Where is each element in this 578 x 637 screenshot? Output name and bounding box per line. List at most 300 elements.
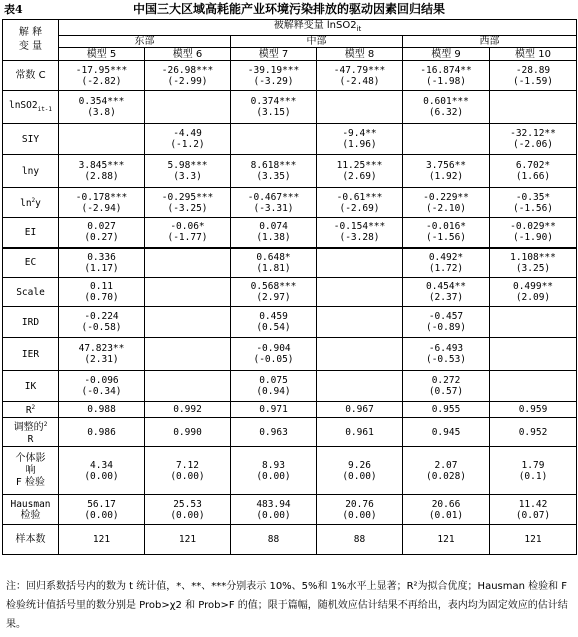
coefficient: 0.074 <box>259 221 288 233</box>
value-cell <box>317 124 403 155</box>
coefficient: -0.35* <box>515 191 551 203</box>
table-row <box>3 278 577 307</box>
value-cell <box>145 61 231 91</box>
t-statistic: (2.69) <box>342 171 377 182</box>
value-cell <box>59 495 145 525</box>
t-statistic: (-1.90) <box>512 232 554 244</box>
statistic-value: 1.79 <box>521 459 545 471</box>
model-header-1: 模型 5 <box>59 48 145 61</box>
value-cell <box>490 525 577 555</box>
value-cell <box>403 447 490 495</box>
table-note: 注：回归系数括号内的数为 t 统计值，*、**、***分别表示 10%、5%和 1%水平上显著；R²为拟合优度；Hausman 检验和 F 检验统计值括号里的数分别是 Prob>χ2 和 Prob>F 的值；限于篇幅，随机效应估计结果不再给出，表内均为固定效应的估计结果。 <box>6 581 568 630</box>
t-statistic: (-2.10) <box>425 202 467 214</box>
coefficient: 0.354*** <box>78 96 125 107</box>
row-label-text: lny <box>21 165 40 177</box>
coefficient: -47.79*** <box>333 64 386 76</box>
r-squared-row-label-superscript: 2 <box>31 404 36 412</box>
value-cell <box>59 278 145 307</box>
value-cell <box>317 218 403 248</box>
value-cell <box>231 155 317 188</box>
value-cell <box>317 525 403 555</box>
adjusted-r-squared-row-label <box>3 418 59 447</box>
value-cell <box>231 418 317 447</box>
row-label-text: Scale <box>16 286 45 298</box>
t-statistic: (2.31) <box>84 354 119 365</box>
value-cell <box>231 218 317 248</box>
region-header-2: 中部 <box>231 36 403 48</box>
statistic-value: 8.93 <box>262 459 285 471</box>
value-cell <box>490 338 577 371</box>
t-statistic: (1.66) <box>515 171 551 182</box>
t-statistic: (-0.58) <box>81 322 122 333</box>
statistic-value: 0.992 <box>173 404 202 415</box>
row-label <box>3 188 59 218</box>
t-statistic: (-3.29) <box>253 75 294 87</box>
t-statistic: (-2.94) <box>81 202 122 214</box>
value-cell <box>403 525 490 555</box>
value-cell <box>59 124 145 155</box>
statistic-value: 88 <box>353 534 366 545</box>
row-label-text: SIY <box>21 133 40 145</box>
adjusted-r-squared-row-label-text-2: R <box>27 433 34 445</box>
row-label-text: EC <box>24 257 37 269</box>
t-statistic: (-2.99) <box>167 75 208 87</box>
value-cell <box>490 248 577 278</box>
coefficient: -39.19*** <box>247 64 300 76</box>
table-row <box>3 338 577 371</box>
value-cell <box>490 155 577 188</box>
value-cell <box>145 495 231 525</box>
coefficient: 0.499** <box>512 281 554 292</box>
value-cell <box>317 402 403 418</box>
explained-variable-header: 解 释 变 量 <box>3 20 59 61</box>
statistic-value: 0.990 <box>173 426 202 438</box>
header-row-regions <box>3 36 577 48</box>
coefficient: -4.49 <box>173 128 202 139</box>
value-cell <box>317 307 403 338</box>
p-value: (0.07) <box>515 509 551 521</box>
statistic-value: 0.952 <box>518 426 548 438</box>
coefficient: 3.756** <box>425 160 467 171</box>
value-cell <box>59 188 145 218</box>
t-statistic: (3.35) <box>256 171 291 182</box>
coefficient: 0.492* <box>428 251 464 263</box>
row-label-text: 常数 C <box>15 70 46 81</box>
statistic-value: 11.42 <box>518 498 548 510</box>
r-squared-row <box>3 402 577 418</box>
statistic-value: 20.76 <box>345 498 374 510</box>
hausman-test-row-label <box>3 495 59 525</box>
statistic-value: 7.12 <box>176 459 199 471</box>
coefficient: 0.336 <box>87 251 116 263</box>
value-cell <box>231 91 317 124</box>
sample-size-row-label-text: 样本数 <box>15 534 46 545</box>
value-cell <box>403 418 490 447</box>
row-label <box>3 124 59 155</box>
regression-table <box>2 19 577 555</box>
coefficient: -0.016* <box>425 221 467 233</box>
value-cell <box>145 447 231 495</box>
value-cell <box>403 188 490 218</box>
table-row <box>3 307 577 338</box>
statistic-value: 0.959 <box>518 404 548 415</box>
value-cell <box>231 278 317 307</box>
value-cell <box>317 371 403 402</box>
value-cell <box>490 91 577 124</box>
row-label-text: lnSO2 <box>8 99 38 111</box>
value-cell <box>145 155 231 188</box>
value-cell <box>59 91 145 124</box>
coefficient: 0.454** <box>425 281 467 292</box>
value-cell <box>317 91 403 124</box>
t-statistic: (-3.28) <box>339 232 380 244</box>
value-cell <box>145 525 231 555</box>
value-cell <box>59 61 145 91</box>
value-cell <box>59 338 145 371</box>
coefficient: -0.178*** <box>75 191 128 203</box>
model-header-4: 模型 8 <box>317 48 403 61</box>
statistic-value: 0.988 <box>87 404 116 415</box>
r-squared-row-label <box>3 402 59 418</box>
value-cell <box>317 61 403 91</box>
table-row <box>3 188 577 218</box>
coefficient: -0.457 <box>428 311 464 322</box>
row-label <box>3 307 59 338</box>
t-statistic: (-0.89) <box>425 322 467 333</box>
statistic-value: 0.955 <box>431 404 461 415</box>
model-header-3: 模型 7 <box>231 48 317 61</box>
value-cell <box>403 495 490 525</box>
p-value: (0.00) <box>170 509 205 521</box>
p-value: (0.00) <box>84 470 119 482</box>
value-cell <box>317 495 403 525</box>
coefficient: -0.295*** <box>161 191 214 203</box>
t-statistic: (-0.53) <box>425 354 467 365</box>
value-cell <box>317 278 403 307</box>
statistic-value: 121 <box>178 534 197 545</box>
coefficient: -0.61*** <box>336 191 383 203</box>
statistic-value: 2.07 <box>434 459 458 471</box>
value-cell <box>403 248 490 278</box>
r-squared-row-label-text: R <box>25 405 32 417</box>
p-value: (0.00) <box>256 470 291 482</box>
coefficient: 47.823** <box>78 343 125 354</box>
coefficient: -9.4** <box>342 128 377 139</box>
model-header-2: 模型 6 <box>145 48 231 61</box>
value-cell <box>403 278 490 307</box>
value-cell <box>490 447 577 495</box>
statistic-value: 0.945 <box>431 426 461 438</box>
t-statistic: (1.38) <box>256 232 291 244</box>
t-statistic: (-1.59) <box>512 75 554 87</box>
value-cell <box>403 218 490 248</box>
t-statistic: (-1.56) <box>425 232 467 244</box>
row-label <box>3 278 59 307</box>
statistic-value: 20.66 <box>431 498 461 510</box>
coefficient: -0.467*** <box>247 191 300 203</box>
row-label-text: ln <box>20 198 32 210</box>
value-cell <box>231 495 317 525</box>
coefficient: -17.95*** <box>75 64 128 76</box>
statistic-value: 0.971 <box>259 404 288 415</box>
value-cell <box>317 447 403 495</box>
coefficient: 0.11 <box>90 281 113 292</box>
coefficient: -0.096 <box>84 375 119 386</box>
value-cell <box>145 307 231 338</box>
coefficient: -28.89 <box>515 64 551 76</box>
row-label-subscript: it-1 <box>37 105 53 113</box>
value-cell <box>231 371 317 402</box>
coefficient: -0.904 <box>256 343 291 354</box>
value-cell <box>145 218 231 248</box>
value-cell <box>59 447 145 495</box>
t-statistic: (-2.69) <box>339 202 380 214</box>
t-statistic: (-0.05) <box>253 354 294 365</box>
coefficient: 0.272 <box>431 375 461 386</box>
value-cell <box>59 371 145 402</box>
coefficient: -32.12** <box>510 128 556 139</box>
t-statistic: (1.96) <box>342 139 377 150</box>
coefficient: 3.845*** <box>78 160 125 171</box>
t-statistic: (-3.25) <box>167 202 208 214</box>
table-row <box>3 155 577 188</box>
value-cell <box>231 402 317 418</box>
t-statistic: (-0.34) <box>81 386 122 397</box>
t-statistic: (2.97) <box>256 292 291 303</box>
value-cell <box>317 188 403 218</box>
value-cell <box>231 525 317 555</box>
header-row-models <box>3 48 577 61</box>
statistic-value: 0.961 <box>345 426 374 438</box>
t-statistic: (-1.98) <box>425 75 467 87</box>
dependent-variable-label: 被解释变量 lnSO2 <box>273 20 357 31</box>
row-label-superscript: 2 <box>31 197 36 205</box>
adjusted-r-squared-row-label-superscript: 2 <box>43 421 48 429</box>
t-statistic: (0.94) <box>256 386 291 397</box>
t-statistic: (-1.56) <box>512 202 554 214</box>
p-value: (0.00) <box>342 509 377 521</box>
t-statistic: (0.70) <box>84 292 119 303</box>
statistic-value: 121 <box>437 534 455 545</box>
table-row <box>3 91 577 124</box>
value-cell <box>59 248 145 278</box>
row-label-text: IRD <box>21 316 40 328</box>
statistic-value: 0.963 <box>259 426 288 438</box>
t-statistic: (2.09) <box>515 292 551 303</box>
statistic-value: 88 <box>267 534 280 545</box>
statistic-value: 56.17 <box>87 498 116 510</box>
coefficient: 0.601*** <box>423 96 469 107</box>
value-cell <box>490 371 577 402</box>
value-cell <box>403 91 490 124</box>
t-statistic: (1.72) <box>428 262 464 274</box>
value-cell <box>317 338 403 371</box>
individual-effect-f-test-row-label: 个体影 响 F 检验 <box>3 447 59 495</box>
p-value: (0.028) <box>425 470 467 482</box>
value-cell <box>231 248 317 278</box>
value-cell <box>403 307 490 338</box>
coefficient: 0.568*** <box>250 281 297 292</box>
value-cell <box>403 371 490 402</box>
p-value: (0.01) <box>428 509 464 521</box>
statistic-value: 0.986 <box>87 426 116 438</box>
t-statistic: (3.25) <box>515 262 551 274</box>
value-cell <box>403 338 490 371</box>
t-statistic: (0.54) <box>256 322 291 333</box>
value-cell <box>490 402 577 418</box>
t-statistic: (0.57) <box>428 386 464 397</box>
value-cell <box>145 91 231 124</box>
p-value: (0.00) <box>342 470 377 482</box>
model-header-6: 模型 10 <box>490 48 577 61</box>
row-label-text-2: y <box>35 198 41 210</box>
statistic-value: 9.26 <box>348 459 371 471</box>
adjusted-r-squared-row <box>3 418 577 447</box>
statistic-value: 121 <box>524 534 542 545</box>
hausman-test-row-label-text: Hausman <box>10 498 51 510</box>
row-label-text: EI <box>24 226 37 238</box>
value-cell <box>490 188 577 218</box>
p-value: (0.00) <box>170 470 205 482</box>
value-cell <box>490 124 577 155</box>
adjusted-r-squared-row-label-text: 调整的 <box>13 422 44 434</box>
t-statistic: (0.27) <box>84 232 119 244</box>
region-header-3: 西部 <box>403 36 577 48</box>
coefficient: 5.98*** <box>167 160 208 171</box>
row-label <box>3 338 59 371</box>
value-cell <box>490 218 577 248</box>
dependent-variable-subscript: it <box>356 25 362 33</box>
value-cell <box>490 61 577 91</box>
coefficient: 0.648* <box>256 251 291 263</box>
value-cell <box>231 124 317 155</box>
row-label <box>3 371 59 402</box>
value-cell <box>59 402 145 418</box>
coefficient: 0.374*** <box>250 96 297 107</box>
value-cell <box>145 248 231 278</box>
value-cell <box>231 61 317 91</box>
value-cell <box>145 371 231 402</box>
table-title: 中国三大区域高耗能产业环境污染排放的驱动因素回归结果 <box>132 2 445 16</box>
sample-size-row-label <box>3 525 59 555</box>
value-cell <box>145 402 231 418</box>
value-cell <box>403 155 490 188</box>
coefficient: 11.25*** <box>336 160 383 171</box>
t-statistic: (1.92) <box>428 171 464 182</box>
value-cell <box>231 307 317 338</box>
coefficient: -26.98*** <box>161 64 214 76</box>
value-cell <box>490 307 577 338</box>
row-label <box>3 155 59 188</box>
value-cell <box>145 188 231 218</box>
value-cell <box>59 155 145 188</box>
coefficient: -16.874** <box>420 64 472 76</box>
coefficient: -0.029** <box>510 221 556 233</box>
t-statistic: (1.17) <box>84 262 119 274</box>
hausman-test-row-label-text-2: 检验 <box>20 509 41 521</box>
row-label-text: IK <box>24 380 37 392</box>
value-cell <box>231 338 317 371</box>
value-cell <box>317 418 403 447</box>
coefficient: -0.06* <box>170 221 205 233</box>
coefficient: 1.108*** <box>510 251 556 263</box>
coefficient: -0.224 <box>84 311 119 322</box>
statistic-value: 25.53 <box>173 498 202 510</box>
coefficient: 0.459 <box>259 311 288 322</box>
value-cell <box>490 495 577 525</box>
p-value: (0.00) <box>256 509 291 521</box>
value-cell <box>59 418 145 447</box>
t-statistic: (2.37) <box>428 292 464 303</box>
statistic-value: 483.94 <box>256 498 291 510</box>
t-statistic: (3.8) <box>87 107 116 118</box>
row-label <box>3 61 59 91</box>
t-statistic: (6.32) <box>428 107 464 118</box>
coefficient: -0.154*** <box>333 221 386 233</box>
t-statistic: (-1.2) <box>170 139 205 150</box>
statistic-value: 121 <box>92 534 111 545</box>
row-label <box>3 218 59 248</box>
table-row <box>3 248 577 278</box>
value-cell <box>59 525 145 555</box>
coefficient: 0.027 <box>87 221 116 233</box>
p-value: (0.00) <box>84 509 119 521</box>
t-statistic: (2.88) <box>84 171 119 182</box>
value-cell <box>145 278 231 307</box>
t-statistic: (1.81) <box>256 262 291 274</box>
statistic-value: 0.967 <box>345 404 374 415</box>
value-cell <box>403 124 490 155</box>
header-row-dependent <box>3 20 577 36</box>
t-statistic: (-2.48) <box>339 75 380 87</box>
coefficient: -0.229** <box>423 191 469 203</box>
statistic-value: 4.34 <box>90 459 113 471</box>
value-cell <box>403 402 490 418</box>
value-cell <box>145 418 231 447</box>
t-statistic: (-2.06) <box>512 139 554 150</box>
value-cell <box>59 218 145 248</box>
coefficient: 6.702* <box>515 160 551 171</box>
value-cell <box>145 124 231 155</box>
coefficient: 8.618*** <box>250 160 297 171</box>
value-cell <box>317 155 403 188</box>
value-cell <box>231 188 317 218</box>
table-row <box>3 124 577 155</box>
coefficient: 0.075 <box>259 375 288 386</box>
value-cell <box>145 338 231 371</box>
value-cell <box>490 418 577 447</box>
coefficient: -6.493 <box>428 343 464 354</box>
table-row <box>3 371 577 402</box>
model-header-5: 模型 9 <box>403 48 490 61</box>
row-label <box>3 248 59 278</box>
t-statistic: (-3.31) <box>253 202 294 214</box>
value-cell <box>59 307 145 338</box>
t-statistic: (-1.77) <box>167 232 208 244</box>
table-row <box>3 61 577 91</box>
t-statistic: (-2.82) <box>81 75 122 87</box>
value-cell <box>490 278 577 307</box>
table-caption <box>0 0 578 16</box>
region-header-1: 东部 <box>59 36 231 48</box>
individual-effect-f-test-row <box>3 447 577 495</box>
t-statistic: (3.3) <box>173 171 202 182</box>
dependent-variable-header <box>59 20 577 36</box>
t-statistic: (3.15) <box>256 107 291 118</box>
value-cell <box>231 447 317 495</box>
value-cell <box>317 248 403 278</box>
row-label-text: IER <box>21 348 40 360</box>
